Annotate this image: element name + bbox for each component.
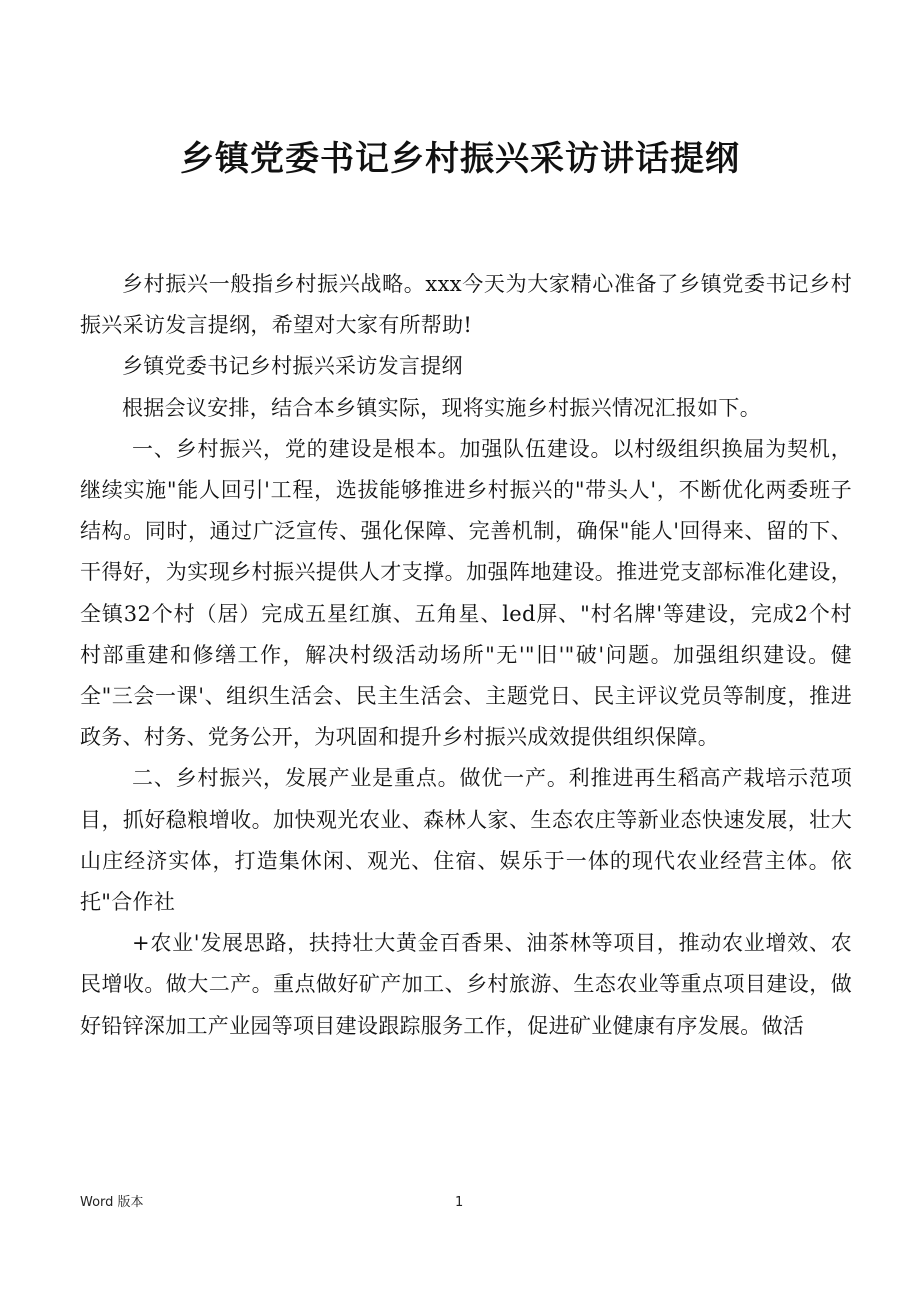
document-body [80,264,852,1047]
footer-label: Word 版本 [80,1195,144,1210]
paragraph-section-one: 一、乡村振兴，党的建设是根本。加强队伍建设。以村级组织换届为契机，继续实施"能人回引'工程，选拔能够推进乡村振兴的"带头人'，不断优化两委班子结构。同时，通过广泛宣传、强化保障、完善机制，确保"能人'回得来、留的下、干得好，为实现乡村振兴提供人才支撑。加强阵地建设。推进党支部标准化建设，全镇32个村（居）完成五星红旗、五角星、led屏、"村名牌'等建设，完成2个村村部重建和修缮工作，解决村级活动场所"无'"旧'"破'问题。加强组织建设。健全"三会一课'、组织生活会、民主生活会、主题党日、民主评议党员等制度，推进政务、村务、党务公开，为巩固和提升乡村振兴成效提供组织保障。 [80,436,852,750]
paragraph-section-two: 二、乡村振兴，发展产业是重点。做优一产。利推进再生稻高产栽培示范项目，抓好稳粮增收。加快观光农业、森林人家、生态农庄等新业态快速发展，壮大山庄经济实体，打造集休闲、观光、住宿、娱乐于一体的现代农业经营主体。依托"合作社 [80,766,852,915]
paragraph-section-two-cont: +农业'发展思路，扶持壮大黄金百香果、油茶林等项目，推动农业增效、农民增收。做大二产。重点做好矿产加工、乡村旅游、生态农业等重点项目建设，做好铅锌深加工产业园等项目建设跟踪服务工作，促进矿业健康有序发展。做活 [80,931,852,1038]
paragraph-preface: 根据会议安排，结合本乡镇实际，现将实施乡村振兴情况汇报如下。 [122,395,761,420]
paragraph-subtitle: 乡镇党委书记乡村振兴采访发言提纲 [122,354,463,379]
footer-page-number: 1 [455,1195,464,1210]
document-title: 乡镇党委书记乡村振兴采访讲话提纲 [180,139,740,179]
paragraph-intro: 乡村振兴一般指乡村振兴战略。xxx今天为大家精心准备了乡镇党委书记乡村振兴采访发言提纲，希望对大家有所帮助! [80,272,852,338]
